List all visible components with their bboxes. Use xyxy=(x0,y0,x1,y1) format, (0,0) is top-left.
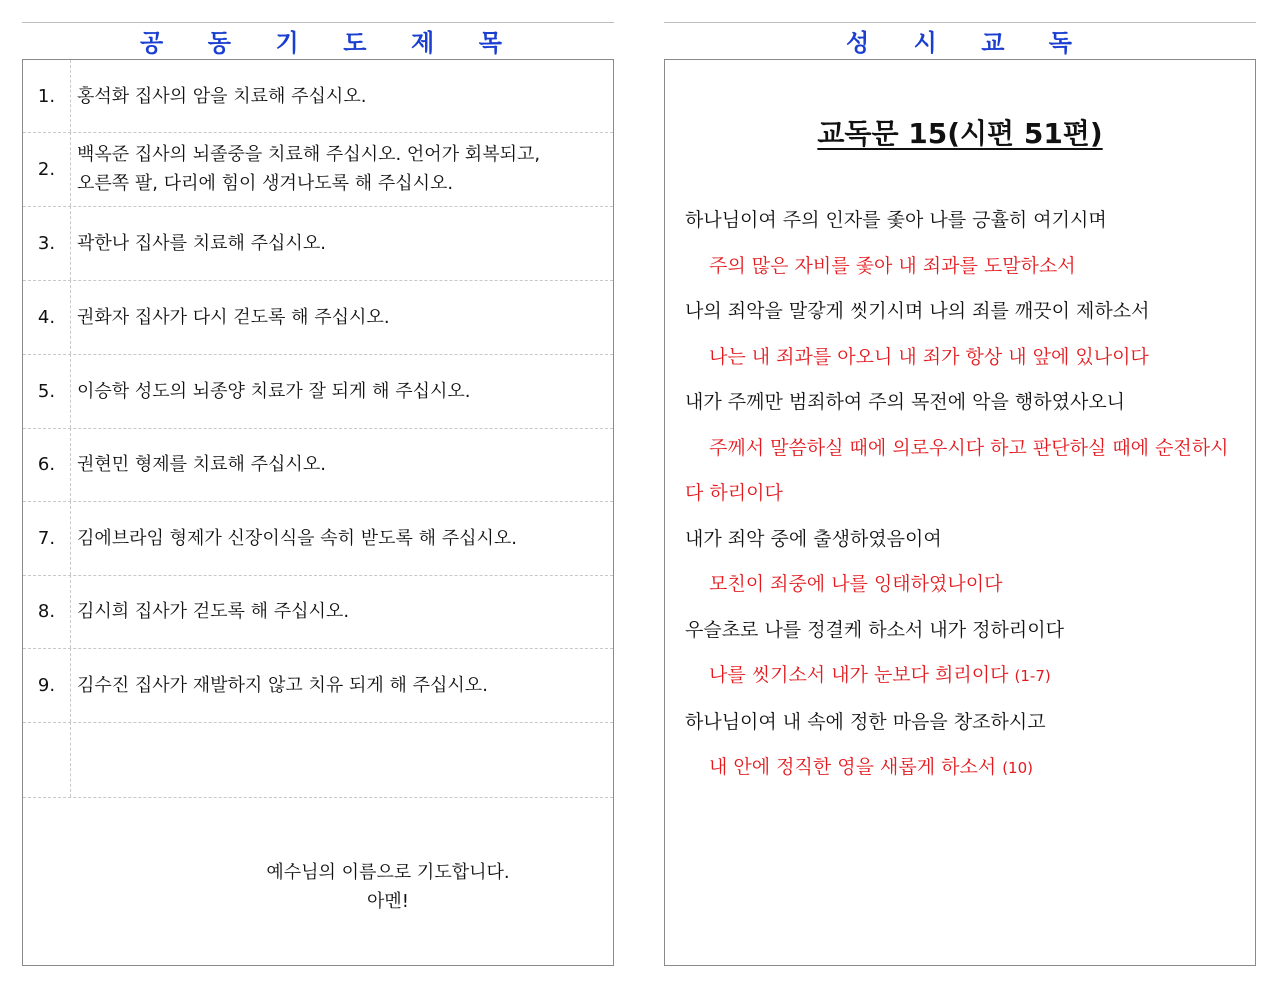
prayer-number: 2. xyxy=(23,132,71,206)
reading-panel xyxy=(664,59,1256,966)
responsive-reading-header xyxy=(846,22,1072,58)
verse-text: 주께서 말씀하실 때에 의로우시다 하고 판단하실 때에 순전하시다 하리이다 xyxy=(685,436,1229,504)
prayer-number xyxy=(23,722,71,797)
leader-verse xyxy=(685,517,1245,563)
amen-line: 아멘! xyxy=(367,891,409,912)
prayer-number: 3. xyxy=(23,206,71,280)
prayer-text: 김시희 집사가 걷도록 해 주십시오. xyxy=(77,601,350,622)
prayer-text: 백옥준 집사의 뇌졸중을 치료해 주십시오. 언어가 회복되고, 오른쪽 팔, 다리에 힘이 생겨나도록 해 주십시오. xyxy=(77,144,541,194)
leader-verse xyxy=(685,700,1245,746)
prayer-text: 곽한나 집사를 치료해 주십시오. xyxy=(77,232,326,254)
title-char: 기 xyxy=(275,28,299,57)
title-char: 동 xyxy=(207,28,231,57)
prayer-item xyxy=(23,722,613,798)
verse-reference: (10) xyxy=(1002,759,1033,777)
prayer-item xyxy=(23,206,613,281)
prayer-item xyxy=(23,60,613,133)
closing-prayer xyxy=(163,858,613,916)
prayer-text: 이승학 성도의 뇌종양 치료가 잘 되게 해 주십시오. xyxy=(77,380,471,402)
title-char: 제 xyxy=(411,28,435,57)
prayer-list-panel xyxy=(22,59,614,966)
verse-reference: (1-7) xyxy=(1014,667,1051,685)
leader-verse xyxy=(685,608,1245,654)
verse-text: 나는 내 죄과를 아오니 내 죄가 항상 내 앞에 있나이다 xyxy=(709,345,1149,368)
prayer-topics-title xyxy=(140,22,502,58)
prayer-number: 6. xyxy=(23,428,71,501)
title-char: 성 xyxy=(846,28,870,57)
verse-text: 나의 죄악을 말갛게 씻기시며 나의 죄를 깨끗이 제하소서 xyxy=(685,300,1150,322)
verse-text: 하나님이여 주의 인자를 좇아 나를 긍휼히 여기시며 xyxy=(685,209,1107,231)
verse-text: 내 안에 정직한 영을 새롭게 하소서 xyxy=(709,756,997,778)
reading-title xyxy=(665,112,1255,152)
reading-title-text: 교독문 15(시편 51편) xyxy=(817,117,1103,150)
prayer-text: 김에브라임 형제가 신장이식을 속히 받도록 해 주십시오. xyxy=(77,527,517,549)
leader-verse xyxy=(685,198,1245,244)
people-response xyxy=(685,426,1245,517)
people-response xyxy=(685,244,1245,290)
prayer-item xyxy=(23,428,613,502)
verse-list xyxy=(685,198,1245,792)
prayer-item xyxy=(23,575,613,649)
prayer-text: 김수진 집사가 재발하지 않고 치유 되게 해 주십시오. xyxy=(77,674,488,696)
verse-text: 내가 주께만 범죄하여 주의 목전에 악을 행하였사오니 xyxy=(685,391,1126,413)
prayer-number: 1. xyxy=(23,60,71,132)
title-char: 교 xyxy=(981,28,1005,57)
people-response xyxy=(685,335,1245,381)
verse-text: 하나님이여 내 속에 정한 마음을 창조하시고 xyxy=(685,710,1046,733)
title-char: 도 xyxy=(343,28,367,57)
prayer-item xyxy=(23,501,613,576)
prayer-item xyxy=(23,280,613,355)
people-response xyxy=(685,653,1245,700)
closing-line: 예수님의 이름으로 기도합니다. xyxy=(266,862,510,883)
verse-text: 주의 많은 자비를 좇아 내 죄과를 도말하소서 xyxy=(709,254,1076,277)
prayer-text: 권현민 형제를 치료해 주십시오. xyxy=(77,454,326,475)
verse-text: 나를 씻기소서 내가 눈보다 희리이다 xyxy=(709,664,1009,686)
title-char: 시 xyxy=(913,28,937,57)
prayer-number: 4. xyxy=(23,280,71,354)
prayer-item xyxy=(23,354,613,429)
prayer-number: 5. xyxy=(23,354,71,428)
title-char: 독 xyxy=(1048,28,1072,57)
verse-text: 모친이 죄중에 나를 잉태하였나이다 xyxy=(709,573,1003,595)
prayer-item xyxy=(23,648,613,723)
prayer-number: 8. xyxy=(23,575,71,648)
prayer-number: 7. xyxy=(23,501,71,575)
prayer-text: 홍석화 집사의 암을 치료해 주십시오. xyxy=(77,85,367,107)
leader-verse xyxy=(685,380,1245,426)
title-char: 공 xyxy=(140,28,164,57)
prayer-number: 9. xyxy=(23,648,71,722)
prayer-text xyxy=(77,722,605,797)
verse-text: 우슬초로 나를 정결케 하소서 내가 정하리이다 xyxy=(685,618,1064,641)
title-char: 목 xyxy=(478,28,502,57)
people-response xyxy=(685,562,1245,608)
verse-text: 내가 죄악 중에 출생하였음이여 xyxy=(685,527,942,550)
prayer-item xyxy=(23,132,613,207)
people-response xyxy=(685,745,1245,792)
prayer-text: 권화자 집사가 다시 걷도록 해 주십시오. xyxy=(77,306,390,328)
leader-verse xyxy=(685,289,1245,335)
